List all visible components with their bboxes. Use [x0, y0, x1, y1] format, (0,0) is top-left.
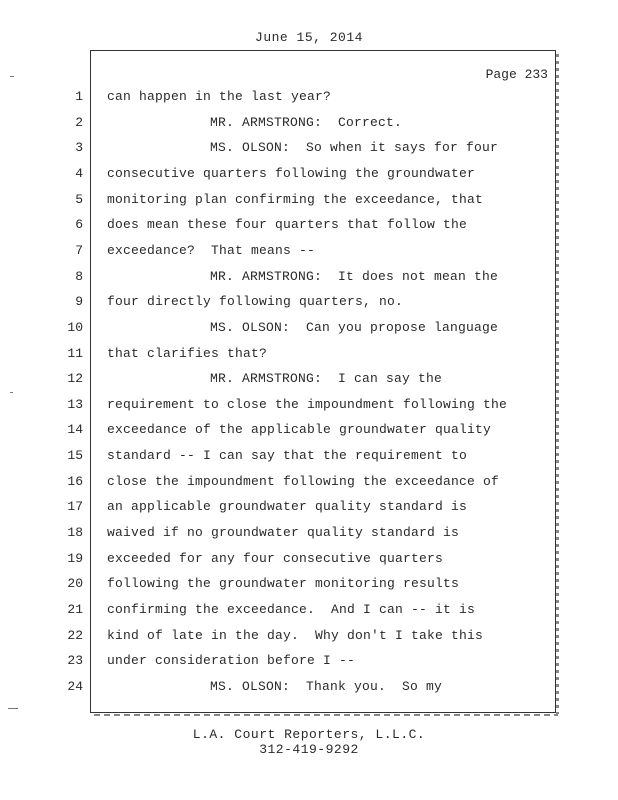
scan-speck	[8, 708, 18, 709]
line-number: 11	[67, 346, 83, 361]
line-number: 21	[67, 602, 83, 617]
transcript-line-text: four directly following quarters, no.	[107, 294, 404, 309]
transcript-line-text: MS. OLSON: So when it says for four	[210, 140, 499, 155]
footer-company: L.A. Court Reporters, L.L.C.	[192, 727, 426, 742]
frame-edge-right	[556, 54, 559, 714]
line-number: 5	[75, 192, 83, 207]
page-header-date: June 15, 2014	[255, 30, 363, 45]
line-number: 10	[67, 320, 83, 335]
transcript-line-text: kind of late in the day. Why don't I take this	[107, 628, 484, 643]
transcript-line-text: close the impoundment following the exceedance of	[107, 474, 500, 489]
scan-speck	[10, 392, 13, 393]
line-number: 4	[75, 166, 83, 181]
page-number-label: Page 233	[485, 67, 548, 82]
transcript-line-text: consecutive quarters following the groundwater	[107, 166, 476, 181]
transcript-line-text: standard -- I can say that the requirement to	[107, 448, 468, 463]
frame-edge-bottom	[94, 714, 558, 716]
line-number: 9	[75, 294, 83, 309]
line-number: 2	[75, 115, 83, 130]
transcript-line-text: under consideration before I --	[107, 653, 356, 668]
transcript-line-text: that clarifies that?	[107, 346, 268, 361]
line-number: 20	[67, 576, 83, 591]
line-number: 12	[67, 371, 83, 386]
line-number: 1	[75, 89, 83, 104]
line-number: 18	[67, 525, 83, 540]
line-number: 14	[67, 422, 83, 437]
transcript-line-text: exceedance? That means --	[107, 243, 316, 258]
line-number: 7	[75, 243, 83, 258]
transcript-line-text: MS. OLSON: Thank you. So my	[210, 679, 443, 694]
transcript-line-text: can happen in the last year?	[107, 89, 332, 104]
transcript-line-text: following the groundwater monitoring results	[107, 576, 460, 591]
line-number: 24	[67, 679, 83, 694]
transcript-line-text: exceeded for any four consecutive quarters	[107, 551, 444, 566]
line-number: 16	[67, 474, 83, 489]
transcript-line-text: MR. ARMSTRONG: Correct.	[210, 115, 403, 130]
transcript-line-text: requirement to close the impoundment following the	[107, 397, 508, 412]
scan-speck	[10, 76, 14, 77]
line-number: 23	[67, 653, 83, 668]
transcript-line-text: does mean these four quarters that follow the	[107, 217, 468, 232]
transcript-line-text: waived if no groundwater quality standard is	[107, 525, 460, 540]
transcript-line-text: an applicable groundwater quality standard is	[107, 499, 468, 514]
transcript-line-text: MR. ARMSTRONG: I can say the	[210, 371, 443, 386]
line-number: 17	[67, 499, 83, 514]
transcript-line-text: MS. OLSON: Can you propose language	[210, 320, 499, 335]
transcript-line-text: MR. ARMSTRONG: It does not mean the	[210, 269, 499, 284]
line-number: 13	[67, 397, 83, 412]
line-number: 22	[67, 628, 83, 643]
line-number: 8	[75, 269, 83, 284]
line-number: 15	[67, 448, 83, 463]
line-number: 3	[75, 140, 83, 155]
transcript-line-text: confirming the exceedance. And I can -- it is	[107, 602, 476, 617]
line-number: 19	[67, 551, 83, 566]
footer-phone: 312-419-9292	[259, 742, 359, 757]
line-number: 6	[75, 217, 83, 232]
transcript-line-text: exceedance of the applicable groundwater quality	[107, 422, 492, 437]
transcript-line-text: monitoring plan confirming the exceedance, that	[107, 192, 484, 207]
